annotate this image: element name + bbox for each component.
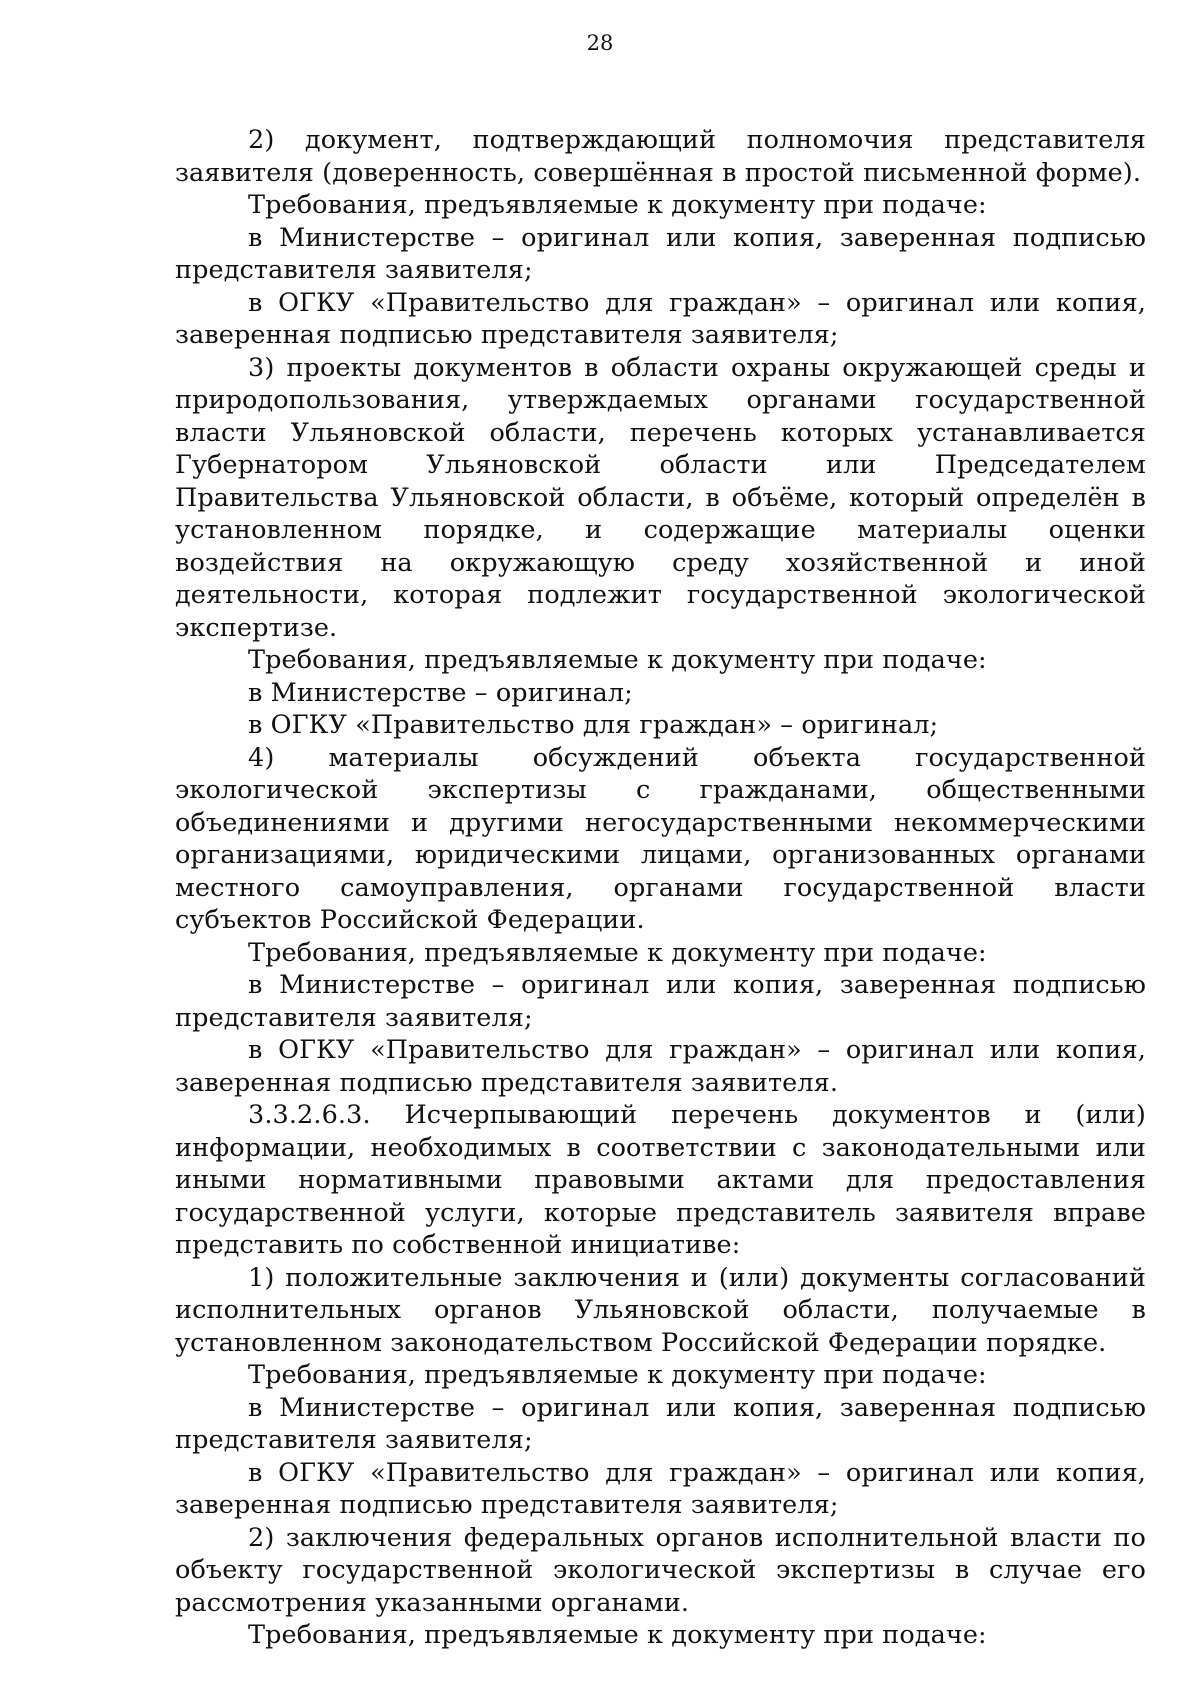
paragraph-ogku: в ОГКУ «Правительство для граждан» – оригинал или копия, заверенная подписью представителя заявителя;: [175, 1457, 1146, 1520]
paragraph-ogku: в ОГКУ «Правительство для граждан» – оригинал;: [248, 710, 939, 740]
paragraph-ministry: в Министерстве – оригинал;: [248, 677, 633, 708]
paragraph-ogku: в ОГКУ «Правительство для граждан» – оригинал или копия, заверенная подписью представителя заявителя;: [175, 287, 1146, 350]
paragraph-requirements: Требования, предъявляемые к документу при подаче:: [248, 1620, 987, 1650]
paragraph-ministry: в Министерстве – оригинал или копия, заверенная подписью представителя заявителя;: [175, 1392, 1146, 1455]
paragraph-ogku: в ОГКУ «Правительство для граждан» – оригинал или копия, заверенная подписью представителя заявителя.: [175, 1035, 1146, 1098]
paragraph-section-3-3-2-6-3: 3.3.2.6.3. Исчерпывающий перечень документов и (или) информации, необходимых в соответствии с законодательными или иными нормативными правовыми актами для предоставления государственной услуги, которые представитель заявителя вправе представить по собственной инициативе:: [175, 1100, 1146, 1260]
paragraph-requirements: Требования, предъявляемые к документу при подаче:: [248, 937, 987, 968]
paragraph-item-3-projects: 3) проекты документов в области охраны окружающей среды и природопользования, утверждаемых органами государственной власти Ульяновской области, перечень которых устанавливается Губернатором Ульяновской области или Председателем Правительства Ульяновской области, в объёме, который определён в установленном порядке, и содержащие материалы оценки воздействия на окружающую среду хозяйственной и иной деятельности, которая подлежит государственной экологической экспертизе.: [175, 352, 1146, 643]
document-body: [175, 124, 1146, 1652]
paragraph-item-2-document: 2) документ, подтверждающий полномочия представителя заявителя (доверенность, совершённая в простой письменной форме).: [175, 125, 1146, 188]
paragraph-ministry: в Министерстве – оригинал или копия, заверенная подписью представителя заявителя;: [175, 970, 1146, 1033]
paragraph-requirements: Требования, предъявляемые к документу при подаче:: [248, 1360, 987, 1390]
paragraph-item-1-conclusions: 1) положительные заключения и (или) документы согласований исполнительных органов Ульяновской области, получаемые в установленном законодательством Российской Федерации порядке.: [175, 1262, 1146, 1358]
paragraph-item-2-federal-conclusions: 2) заключения федеральных органов исполнительной власти по объекту государственной экологической экспертизы в случае его рассмотрения указанными органами.: [175, 1522, 1146, 1618]
paragraph-requirements: Требования, предъявляемые к документу при подаче:: [248, 645, 987, 675]
paragraph-item-4-materials: 4) материалы обсуждений объекта государственной экологической экспертизы с гражданами, общественными объединениями и другими негосударственными некоммерческими организациями, юридическими лицами, организованных органами местного самоуправления, органами государственной власти субъектов Российской Федерации.: [175, 742, 1146, 935]
paragraph-requirements: Требования, предъявляемые к документу при подаче:: [248, 190, 987, 220]
page-number: 28: [586, 31, 614, 55]
paragraph-ministry: в Министерстве – оригинал или копия, заверенная подписью представителя заявителя;: [175, 222, 1146, 285]
